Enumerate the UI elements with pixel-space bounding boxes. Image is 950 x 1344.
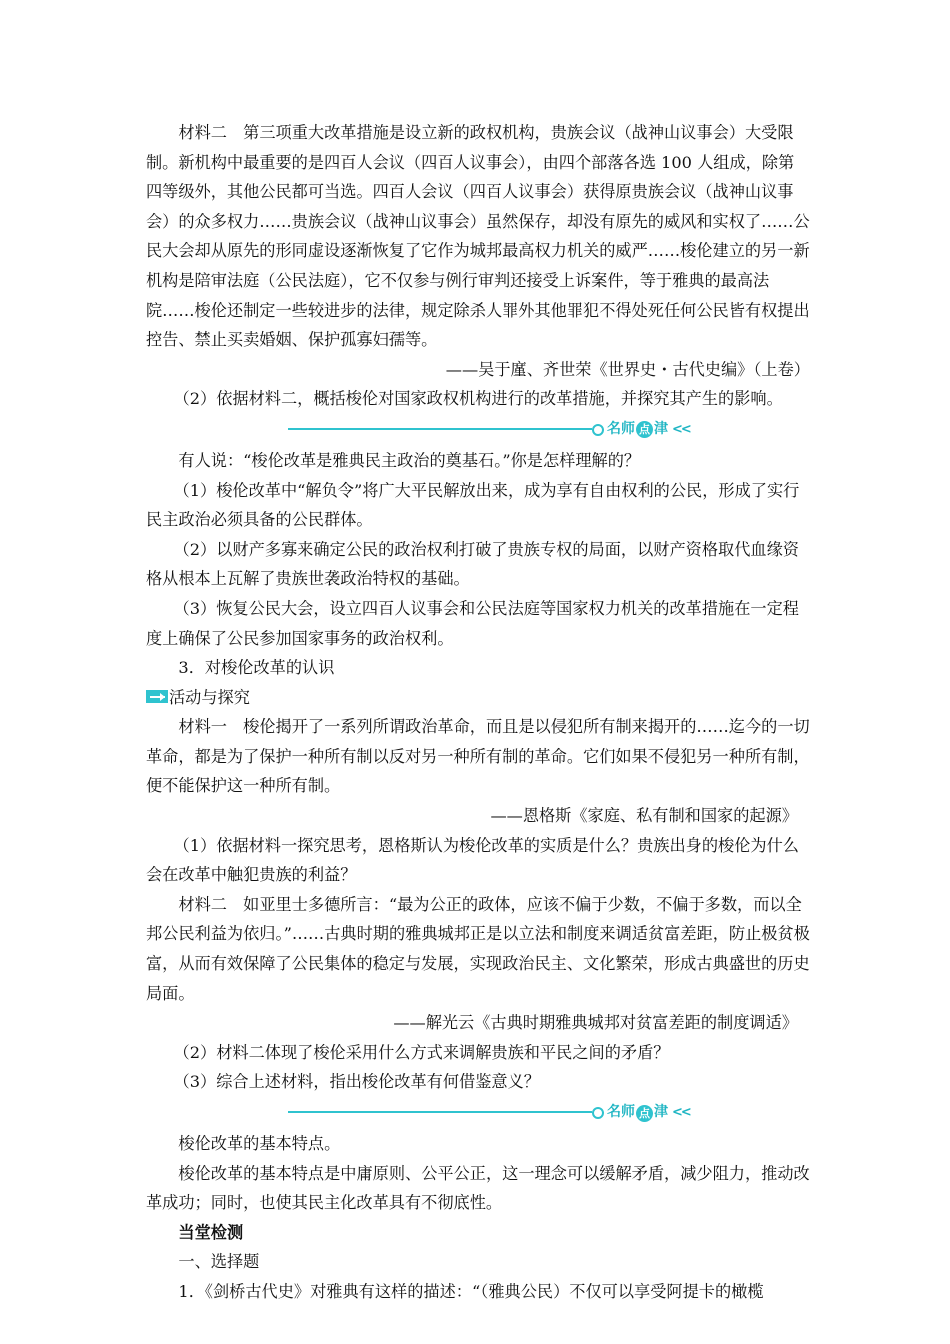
tip-label-part1: 名师 bbox=[607, 421, 635, 438]
question-three: （3）综合上述材料，指出梭伦改革有何借鉴意义？ bbox=[173, 1072, 540, 1092]
document-page bbox=[146, 118, 810, 1307]
tip-divider-line-2 bbox=[288, 1111, 592, 1113]
tip-label-circle: 点 bbox=[636, 421, 653, 438]
double-chevron-left-icon: << bbox=[672, 1105, 690, 1121]
tip-one-answer-1: （1）梭伦改革中“解负令”将广大平民解放出来，成为享有自由权利的公民，形成了实行民主政治必须具备的公民群体。 bbox=[146, 480, 800, 530]
teacher-tip-banner bbox=[146, 416, 810, 444]
activity-label: 活动与探究 bbox=[169, 687, 250, 707]
material-one-paragraph: 材料一 梭伦揭开了一系列所谓政治革命，而且是以侵犯所有制来揭开的……迄今的一切革命，都是为了保护一种所有制以反对另一种所有制的革命。它们如果不侵犯另一种所有制，便不能保护这一种所有制。 bbox=[146, 717, 810, 796]
choice-section-title: 一、选择题 bbox=[178, 1252, 260, 1272]
material-two-b-paragraph: 材料二 如亚里士多德所言：“最为公正的政体，应该不偏于少数，不偏于多数，而以全邦公民利益为依归。”……古典时期的雅典城邦正是以立法和制度来调适贫富差距，防止极贫极富，从而有效保障了公民集体的稳定与发展，实现政治民主、文化繁荣，形成古典盛世的历史局面。 bbox=[146, 894, 810, 1003]
activity-heading bbox=[146, 683, 810, 713]
tip-label-circle: 点 bbox=[636, 1105, 653, 1122]
material-two-paragraph: 材料二 第三项重大改革措施是设立新的政权机构，贵族会议（战神山议事会）大受限制。新机构中最重要的是四百人会议（四百人议事会），由四个部落各选 100 人组成，除第四等级外，其他公民都可当选。四百人会议（四百人议事会）获得原贵族会议（战神山议事会）的众多权力……贵族会议（战神山议事会）虽然保存，却没有原先的威风和实权了……公民大会却从原先的形同虚设逐渐恢复了它作为城邦最高权力机关的威严……梭伦建立的另一新机构是陪审法庭（公民法庭），它不仅参与例行审判还接受上诉案件，等于雅典的最高法院……梭伦还制定一些较进步的法律，规定除杀人罪外其他罪犯不得处死任何公民皆有权提出控告、禁止买卖婚姻、保护孤寡妇孺等。 bbox=[146, 123, 810, 350]
tip-one-question: 有人说：“梭伦改革是雅典民主政治的奠基石。”你是怎样理解的？ bbox=[178, 450, 641, 470]
section-three-title: 3．对梭伦改革的认识 bbox=[178, 658, 335, 678]
material-one-source: ——恩格斯《家庭、私有制和国家的起源》 bbox=[490, 806, 798, 826]
material-two-source: ——吴于廑、齐世荣《世界史・古代史编》（上卷） bbox=[445, 359, 810, 379]
tip-one-answer-2: （2）以财产多寡来确定公民的政治权利打破了贵族专权的局面，以财产资格取代血缘资格从根本上瓦解了贵族世袭政治特权的基础。 bbox=[146, 539, 799, 589]
teacher-tip-banner-2 bbox=[146, 1099, 810, 1127]
tip-two-question: 梭伦改革的基本特点。 bbox=[178, 1134, 341, 1153]
arrow-right-icon bbox=[146, 690, 168, 703]
double-chevron-left-icon: << bbox=[672, 422, 690, 438]
tip-two-answer: 梭伦改革的基本特点是中庸原则、公平公正，这一理念可以缓解矛盾，减少阻力，推动改革成功；同时，也使其民主化改革具有不彻底性。 bbox=[146, 1163, 810, 1213]
tip-divider-line bbox=[288, 428, 592, 430]
tip-label bbox=[592, 416, 690, 444]
question-two: （2）依据材料二，概括梭伦对国家政权机构进行的改革措施，并探究其产生的影响。 bbox=[173, 389, 783, 409]
question-two-b: （2）材料二体现了梭伦采用什么方式来调解贵族和平民之间的矛盾？ bbox=[173, 1042, 670, 1062]
in-class-check-title: 当堂检测 bbox=[178, 1222, 244, 1242]
question-item-1: 1．《剑桥古代史》对雅典有这样的描述：“（雅典公民）不仅可以享受阿提卡的橄榄 bbox=[178, 1281, 764, 1301]
tip-label-part2: 津 bbox=[654, 421, 668, 438]
ring-icon bbox=[592, 1107, 604, 1119]
tip-label-2 bbox=[592, 1099, 690, 1127]
ring-icon bbox=[592, 424, 604, 436]
tip-label-part2: 津 bbox=[654, 1104, 668, 1121]
material-two-b-source: ——解光云《古典时期雅典城邦对贫富差距的制度调适》 bbox=[393, 1013, 798, 1033]
tip-one-answer-3: （3）恢复公民大会，设立四百人议事会和公民法庭等国家权力机关的改革措施在一定程度上确保了公民参加国家事务的政治权利。 bbox=[146, 598, 799, 648]
question-one: （1）依据材料一探究思考，恩格斯认为梭伦改革的实质是什么？贵族出身的梭伦为什么会在改革中触犯贵族的利益？ bbox=[146, 835, 799, 885]
tip-label-part1: 名师 bbox=[607, 1104, 635, 1121]
